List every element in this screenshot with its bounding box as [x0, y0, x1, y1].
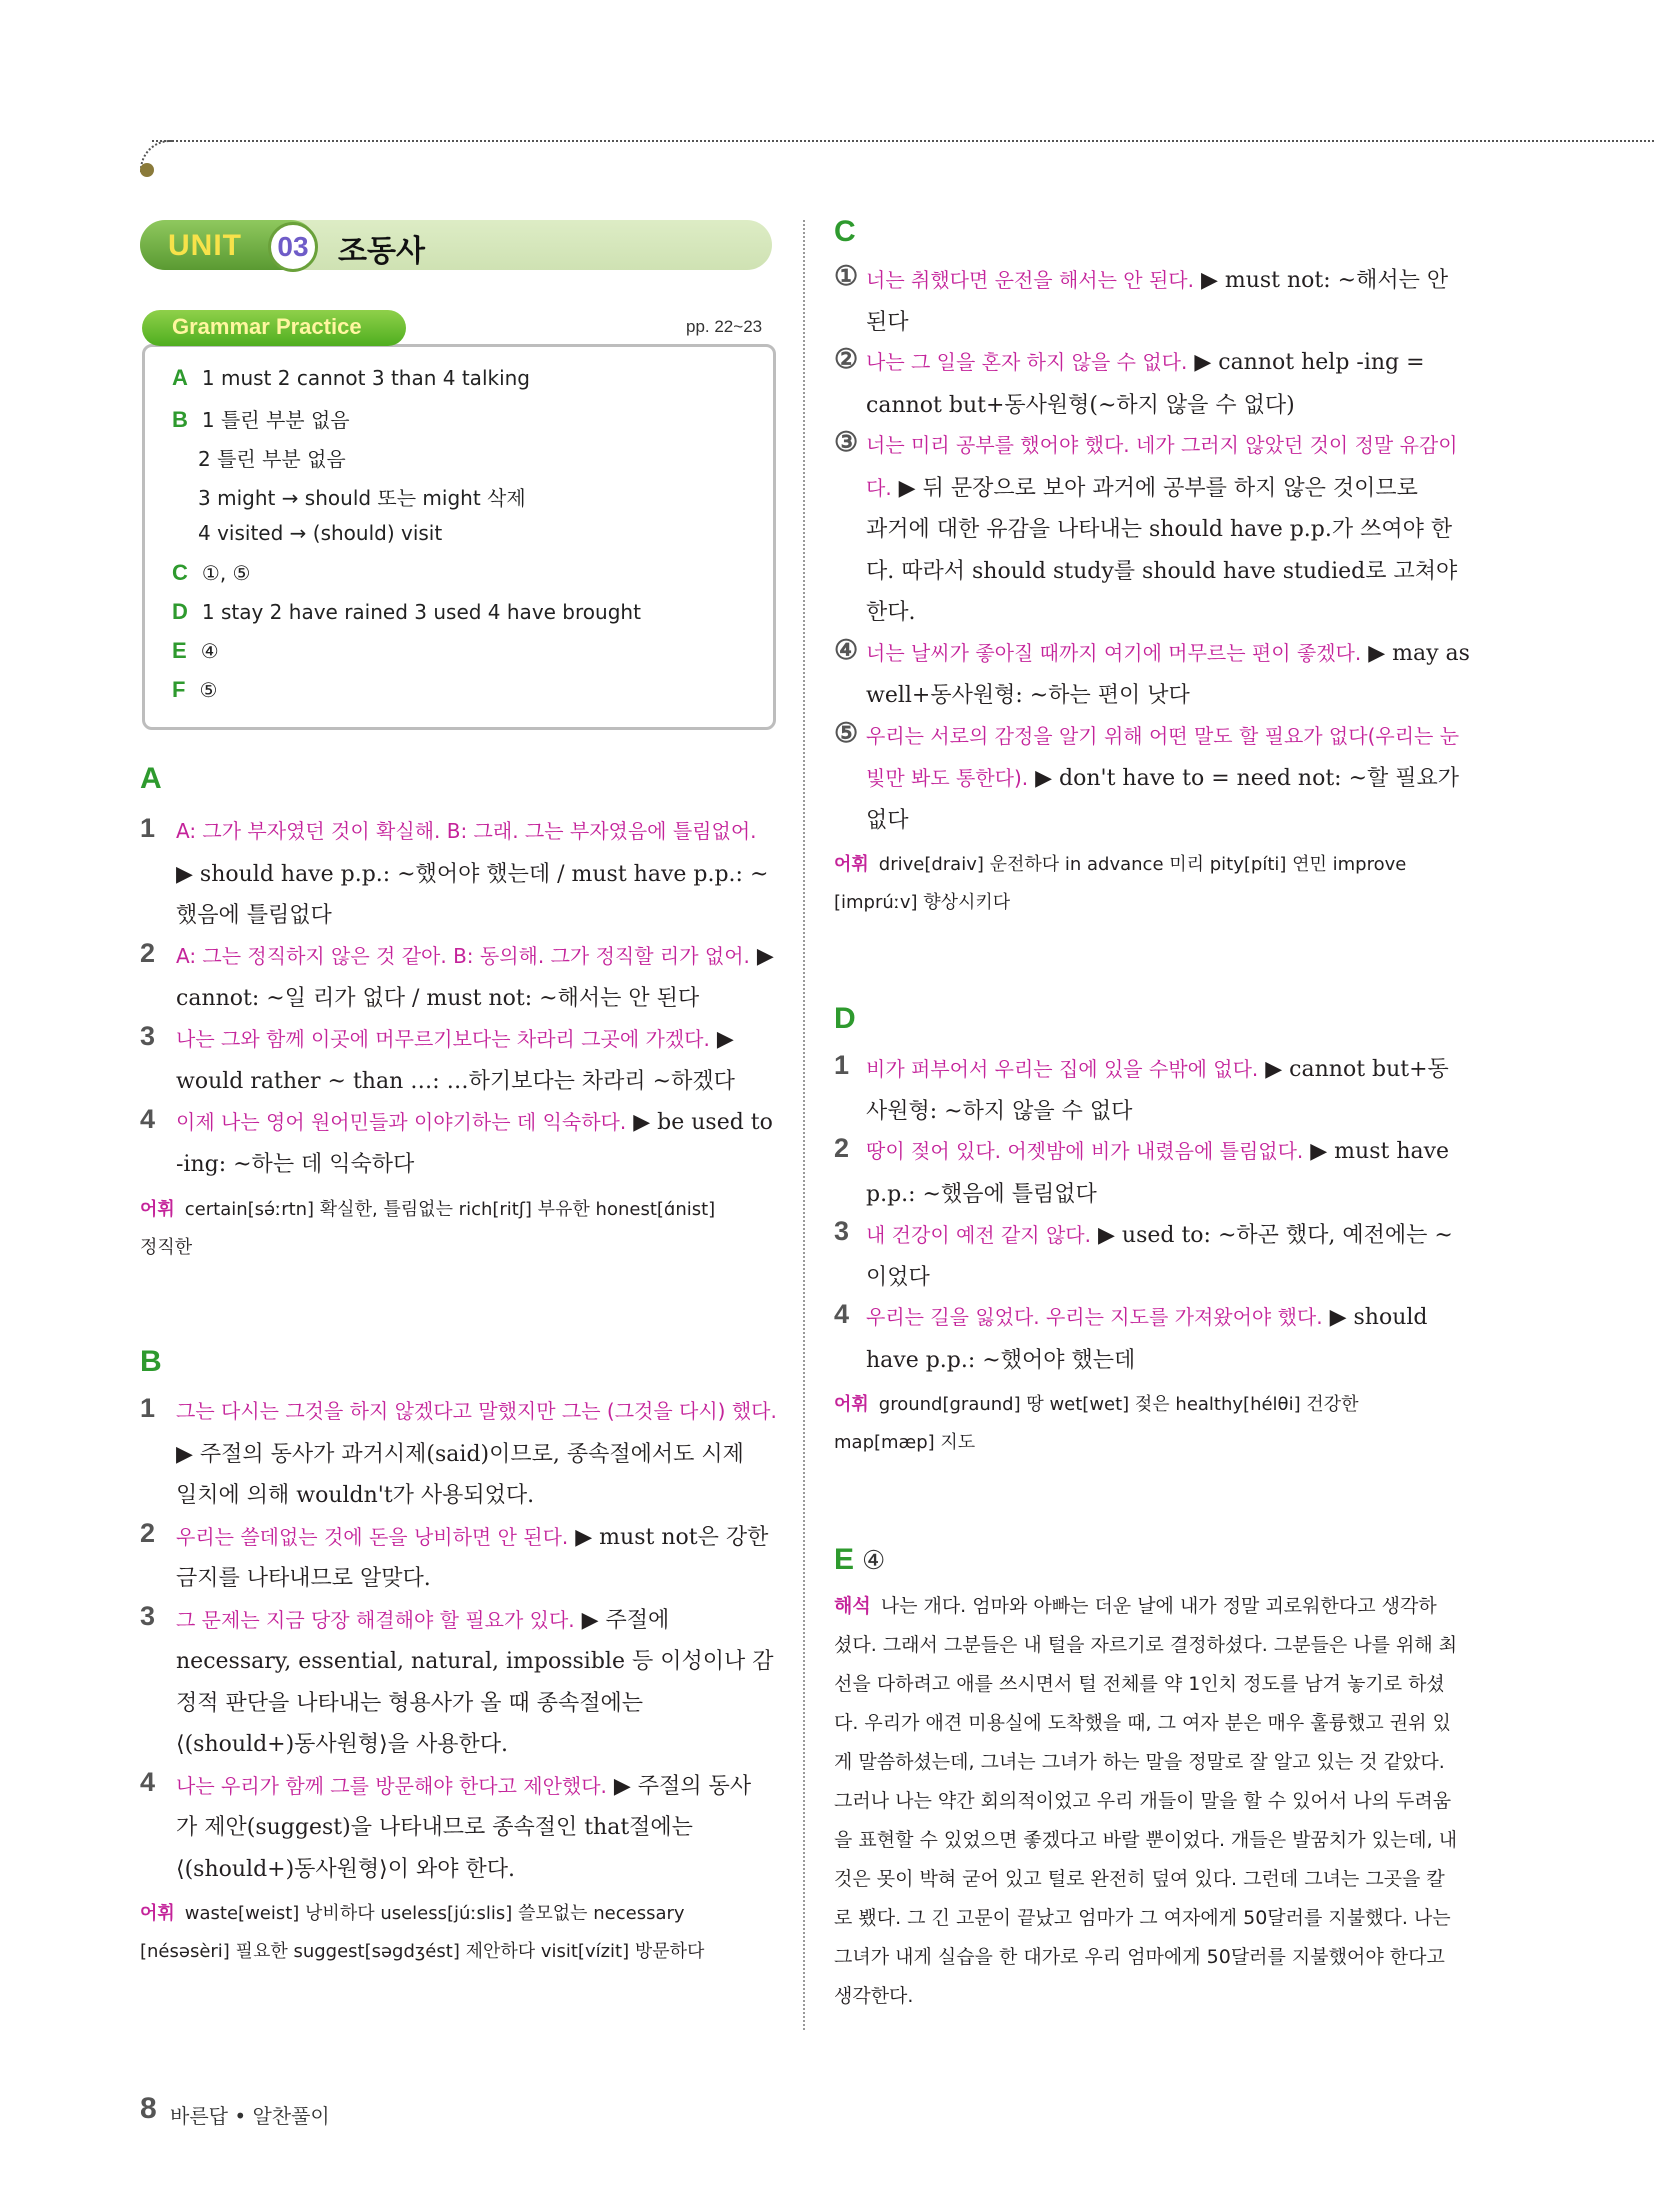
- gp-row-text: 1 must 2 cannot 3 than 4 talking: [201, 366, 531, 390]
- answer-line: [866, 678, 1190, 709]
- explanation-text: 된다: [866, 309, 909, 335]
- section-answer: ④: [862, 1545, 886, 1575]
- gp-row-text: 1 틀린 부분 없음: [201, 408, 350, 432]
- item-number: 2: [834, 1133, 850, 1163]
- answer-line: [866, 471, 1418, 502]
- item-number: ①: [834, 261, 859, 291]
- section-heading-C: [834, 215, 856, 249]
- translation-text: 게 말씀하셨는데, 그녀는 그녀가 하는 말을 정말로 잘 알고 있는 것 같았다.: [834, 1751, 1445, 1773]
- vocab-text: drive[draiv] 운전하다 in advance 미리 pity[píti] 연민 improve: [878, 854, 1407, 875]
- vocab-label: 어휘: [834, 854, 869, 875]
- explanation-text: ▶: [749, 943, 774, 969]
- translation-line: [834, 1903, 1451, 1930]
- explanation-text: 다. 따라서 should study를 should have studied로 고쳐야: [866, 558, 1458, 584]
- translation-line: [834, 1864, 1445, 1891]
- translation-text: 것은 못이 박혀 굳어 있고 털로 완전히 덮여 있다. 그런데 그녀는 그곳을 칼: [834, 1868, 1445, 1890]
- answer-line: [176, 898, 332, 929]
- gp-row: [172, 560, 250, 586]
- translation-line: [834, 1591, 1437, 1618]
- translation-text: 나는 우리가 함께 그를 방문해야 한다고 제안했다.: [176, 1773, 607, 1798]
- item-number: 2: [140, 937, 156, 968]
- translation-text: 그녀가 내게 실습을 한 대가로 우리 엄마에게 50달러를 지불했어야 한다고: [834, 1946, 1445, 1968]
- translation-text: 빛만 봐도 통한다).: [866, 766, 1029, 790]
- explanation-text: ▶ must not은 강한: [568, 1524, 769, 1550]
- translation-text: 셨다. 그래서 그분들은 내 털을 자르기로 결정하셨다. 그분들은 나를 위해 최: [834, 1634, 1458, 1656]
- explanation-text: ⟨(should+)동사원형⟩을 사용한다.: [176, 1732, 509, 1757]
- translation-text: 생각한다.: [834, 1985, 914, 2007]
- explanation-text: ▶ don't have to = need not: ~할 필요가: [1028, 766, 1460, 791]
- grammar-practice-label: Grammar Practice: [172, 314, 362, 339]
- explanation-text: 일치에 의해 wouldn't가 사용되었다.: [176, 1483, 535, 1508]
- answer-line: [176, 1023, 734, 1052]
- vocab-line: [834, 850, 1406, 876]
- translation-text: 나는 개다. 엄마와 아빠는 더운 날에 내가 정말 괴로워한다고 생각하: [880, 1595, 1437, 1617]
- explanation-text: ▶ 주절에: [574, 1607, 670, 1633]
- answer-line: [866, 305, 909, 336]
- translation-text: 내 건강이 예전 같지 않다.: [866, 1223, 1091, 1247]
- explanation-text: ▶ may as: [1361, 640, 1470, 666]
- translation-line: [834, 1747, 1445, 1774]
- gp-row: [172, 365, 530, 391]
- item-number: 4: [140, 1103, 156, 1134]
- section-heading-D: [834, 1002, 856, 1036]
- explanation-text: p.p.: ~했음에 틀림없다: [866, 1181, 1097, 1207]
- explanation-text: have p.p.: ~했어야 했는데: [866, 1347, 1136, 1373]
- explanation-text: ⟨(should+)동사원형⟩이 와야 한다.: [176, 1856, 516, 1882]
- vocab-line: [140, 1937, 704, 1963]
- answer-line: [176, 1561, 431, 1592]
- section-letter: A: [140, 762, 162, 795]
- section-heading-A: [140, 762, 162, 796]
- grammar-practice-tab: [142, 310, 406, 346]
- gp-row-text: 3 might → should 또는 might 삭제: [198, 486, 526, 510]
- translation-line: [834, 1825, 1457, 1852]
- translation-text: 나는 그와 함께 이곳에 머무르기보다는 차라리 그곳에 가겠다.: [176, 1026, 710, 1051]
- gp-row-text: ①, ⑤: [201, 561, 251, 585]
- item-number: 1: [140, 1393, 156, 1423]
- answer-line: [866, 761, 1459, 792]
- answer-line: [176, 1147, 414, 1178]
- translation-text: 땅이 젖어 있다. 어젯밤에 비가 내렸음에 틀림없다.: [866, 1139, 1304, 1163]
- translation-text: 우리는 길을 잃었다. 우리는 지도를 가져왔어야 했다.: [866, 1305, 1323, 1329]
- item-number: 2: [140, 1517, 156, 1548]
- gp-row: [198, 443, 346, 472]
- explanation-text: 가 제안(suggest)을 나타내므로 종속절인 that절에는: [176, 1815, 693, 1840]
- gp-row-letter: C: [172, 560, 188, 585]
- answer-line: [176, 1644, 773, 1675]
- vocab-label: 어휘: [140, 1198, 175, 1220]
- explanation-text: ▶ 주절의 동사: [606, 1773, 752, 1799]
- answer-line: [866, 388, 1295, 419]
- translation-label: 해석: [834, 1595, 871, 1617]
- translation-line: [834, 1981, 913, 2008]
- answer-line: [866, 595, 916, 626]
- item-number: 1: [140, 813, 156, 843]
- explanation-text: 정적 판단을 나타내는 형용사가 올 때 종속절에는: [176, 1690, 644, 1716]
- answer-line: [176, 1478, 534, 1509]
- section-heading-B: [140, 1345, 162, 1379]
- translation-text: 나는 그 일을 혼자 하지 않을 수 없다.: [866, 350, 1188, 374]
- answer-line: [176, 1520, 768, 1551]
- translation-text: 그러나 나는 약간 회의적이었고 우리 개들이 말을 할 수 있어서 나의 두려움: [834, 1790, 1452, 1812]
- answer-line: [176, 1106, 773, 1135]
- gp-row-letter: A: [172, 365, 188, 390]
- gp-row: [172, 677, 217, 703]
- explanation-text: 한다.: [866, 600, 916, 625]
- item-number: ②: [834, 344, 859, 374]
- answer-line: [866, 1343, 1135, 1374]
- explanation-text: necessary, essential, natural, impossible 등 이성이나 감: [176, 1649, 774, 1674]
- answer-line: [866, 1052, 1449, 1083]
- explanation-text: 금지를 나타내므로 알맞다.: [176, 1566, 431, 1591]
- vocab-line: [140, 1195, 715, 1221]
- page-number: 8: [140, 2092, 157, 2125]
- section-letter: E: [834, 1543, 855, 1576]
- item-number: 4: [140, 1766, 156, 1797]
- explanation-text: ▶ should: [1322, 1305, 1428, 1330]
- section-letter: C: [834, 215, 856, 248]
- translation-text: 다. 우리가 애견 미용실에 도착했을 때, 그 여자 분은 매우 훌륭했고 권위 있: [834, 1712, 1451, 1734]
- explanation-text: ▶ must not: ~해서는 안: [1193, 268, 1449, 293]
- vocab-text: ground[graund] 땅 wet[wet] 젖은 healthy[hélθi] 건강한: [878, 1394, 1359, 1415]
- vocab-text: 정직한: [140, 1236, 193, 1258]
- gp-row-text: ⑤: [199, 678, 218, 702]
- explanation-text: would rather ~ than …: …하기보다는 차라리 ~하겠다: [176, 1069, 735, 1094]
- explanation-text: 없다: [866, 807, 909, 833]
- vocab-label: 어휘: [834, 1394, 869, 1415]
- explanation-text: cannot but+동사원형(~하지 않을 수 없다): [866, 392, 1295, 418]
- item-number: ③: [834, 427, 859, 457]
- vocab-text: [imprúːv] 향상시키다: [834, 892, 1011, 913]
- gp-row-letter: B: [172, 407, 188, 432]
- explanation-text: 이었다: [866, 1264, 930, 1290]
- translation-text: 그 문제는 지금 당장 해결해야 할 필요가 있다.: [176, 1607, 575, 1632]
- translation-text: 그는 다시는 그것을 하지 않겠다고 말했지만 그는 (그것을 다시) 했다.: [176, 1399, 777, 1423]
- item-number: 3: [140, 1600, 156, 1631]
- answer-line: [176, 1064, 735, 1095]
- translation-text: 로 뵀다. 그 긴 고문이 끝났고 엄마가 그 여자에게 50달러를 지불했다. 나는: [834, 1907, 1451, 1929]
- translation-line: [834, 1630, 1457, 1657]
- explanation-text: -ing: ~하는 데 익숙하다: [176, 1152, 415, 1177]
- answer-line: [176, 940, 774, 969]
- explanation-text: ▶ 주절의 동사가 과거시제(said)이므로, 종속절에서도 시제: [176, 1441, 744, 1467]
- explanation-text: ▶ should have p.p.: ~했어야 했는데 / must have p.p.: ~: [176, 861, 769, 887]
- answer-line: [176, 981, 699, 1012]
- gp-row-text: 2 틀린 부분 없음: [198, 447, 346, 471]
- gp-row-text: 1 stay 2 have rained 3 used 4 have brought: [201, 600, 641, 624]
- explanation-text: ▶ be used to: [626, 1109, 773, 1135]
- gp-row: [198, 482, 526, 511]
- vocab-line: [834, 888, 1010, 914]
- answer-line: [176, 1769, 751, 1800]
- vocab-text: [nésəsèri] 필요한 suggest[səgdʒést] 제안하다 visit[vízit] 방문하다: [140, 1941, 705, 1962]
- gp-row-text: ④: [200, 639, 219, 663]
- translation-text: A: 그는 정직하지 않은 것 같아. B: 동의해. 그가 정직할 리가 없어.: [176, 943, 750, 968]
- vocab-text: waste[weist] 낭비하다 useless[júːslis] 쓸모없는 necessary: [184, 1903, 685, 1924]
- answer-line: [176, 1810, 693, 1841]
- answer-line: [176, 1727, 508, 1758]
- item-number: ④: [834, 634, 859, 665]
- answer-line: [866, 512, 1452, 543]
- translation-text: 비가 퍼부어서 우리는 집에 있을 수밖에 없다.: [866, 1057, 1259, 1081]
- answer-line: [866, 803, 909, 834]
- gp-row-text: 4 visited → (should) visit: [198, 521, 443, 545]
- answer-line: [866, 429, 1458, 458]
- item-number: 4: [834, 1299, 850, 1329]
- book-title: 바른답 • 알찬풀이: [170, 2104, 330, 2128]
- explanation-text: 과거에 대한 유감을 나타내는 should have p.p.가 쓰여야 한: [866, 517, 1453, 542]
- explanation-text: ▶ used to: ~하곤 했다, 예전에는 ~: [1091, 1223, 1453, 1248]
- answer-line: [866, 1301, 1428, 1330]
- answer-line: [866, 263, 1448, 294]
- explanation-text: ▶ 뒤 문장으로 보아 과거에 공부를 하지 않은 것이므로: [891, 475, 1418, 501]
- answer-line: [176, 1686, 643, 1717]
- explanation-text: well+동사원형: ~하는 편이 낫다: [866, 683, 1190, 708]
- answer-line: [866, 720, 1459, 749]
- answer-line: [176, 1603, 669, 1634]
- answer-line: [176, 1395, 777, 1424]
- translation-line: [834, 1708, 1451, 1735]
- translation-text: A: 그가 부자였던 것이 확실해. B: 그래. 그는 부자였음에 틀림없어.: [176, 819, 757, 843]
- gp-row: [172, 599, 641, 625]
- vocab-text: map[mæp] 지도: [834, 1432, 976, 1453]
- translation-text: 우리는 쓸데없는 것에 돈을 낭비하면 안 된다.: [176, 1524, 569, 1549]
- answer-line: [866, 637, 1470, 666]
- translation-line: [834, 1942, 1445, 1969]
- answer-line: [866, 1135, 1449, 1164]
- section-heading-E: [834, 1543, 885, 1577]
- vocab-line: [140, 1899, 685, 1925]
- unit-number: 03: [268, 222, 318, 272]
- explanation-text: 했음에 틀림없다: [176, 903, 332, 928]
- translation-text: 너는 미리 공부를 했어야 했다. 네가 그러지 않았던 것이 정말 유감이: [866, 433, 1458, 457]
- gp-row: [172, 404, 350, 433]
- answer-line: [866, 1260, 930, 1291]
- gp-row: [172, 638, 219, 664]
- explanation-text: ▶ cannot help -ing =: [1187, 350, 1425, 375]
- translation-text: 너는 취했다면 운전을 해서는 안 된다.: [866, 268, 1194, 292]
- column-divider: [803, 220, 805, 2030]
- vocab-line: [834, 1390, 1358, 1416]
- section-letter: B: [140, 1345, 162, 1378]
- translation-text: 선을 다하려고 애를 쓰시면서 털 전체를 약 1인치 정도를 남겨 놓기로 하셨: [834, 1673, 1445, 1695]
- translation-text: 우리는 서로의 감정을 알기 위해 어떤 말도 할 필요가 없다(우리는 눈: [866, 723, 1460, 748]
- vocab-label: 어휘: [140, 1903, 175, 1924]
- gp-row-letter: F: [172, 677, 186, 702]
- item-number: ⑤: [834, 717, 859, 748]
- answer-line: [866, 1177, 1097, 1208]
- vocab-line: [834, 1428, 975, 1454]
- answer-line: [866, 1094, 1132, 1125]
- translation-text: 다.: [866, 475, 892, 500]
- explanation-text: ▶: [709, 1026, 734, 1052]
- section-letter: D: [834, 1002, 856, 1035]
- unit-title: 조동사: [338, 234, 425, 269]
- gp-row-letter: E: [172, 638, 187, 663]
- explanation-text: cannot: ~일 리가 없다 / must not: ~해서는 안 된다: [176, 986, 700, 1011]
- translation-line: [834, 1786, 1451, 1813]
- top-dotted-line: [152, 140, 1654, 142]
- item-number: 3: [140, 1020, 156, 1051]
- grammar-practice-pages: pp. 22~23: [686, 317, 763, 336]
- item-number: 3: [834, 1216, 850, 1246]
- answer-line: [866, 554, 1457, 585]
- translation-line: [834, 1669, 1445, 1696]
- answer-line: [866, 346, 1425, 375]
- answer-line: [176, 815, 757, 844]
- explanation-text: ▶ cannot but+동: [1258, 1057, 1449, 1082]
- answer-line: [176, 1437, 744, 1468]
- answer-line: [176, 1852, 515, 1883]
- vocab-line: [140, 1233, 192, 1259]
- translation-text: 너는 날씨가 좋아질 때까지 여기에 머무르는 편이 좋겠다.: [866, 640, 1362, 665]
- gp-row-letter: D: [172, 599, 188, 624]
- answer-line: [176, 857, 768, 888]
- translation-text: 을 표현할 수 있었으면 좋겠다고 바랄 뿐이었다. 개들은 발꿈치가 있는데, 내: [834, 1829, 1458, 1851]
- top-ornament-dot: [140, 163, 154, 177]
- item-number: 1: [834, 1050, 850, 1080]
- gp-row: [198, 521, 442, 545]
- translation-text: 이제 나는 영어 원어민들과 이야기하는 데 익숙하다.: [176, 1109, 627, 1134]
- explanation-text: ▶ must have: [1303, 1139, 1450, 1164]
- explanation-text: 사원형: ~하지 않을 수 없다: [866, 1098, 1133, 1124]
- vocab-text: certain[sə́ːrtn] 확실한, 틀림없는 rich[ritʃ] 부유한 honest[ɑ́nist]: [184, 1198, 716, 1220]
- answer-line: [866, 1218, 1453, 1249]
- unit-label: UNIT: [168, 229, 242, 262]
